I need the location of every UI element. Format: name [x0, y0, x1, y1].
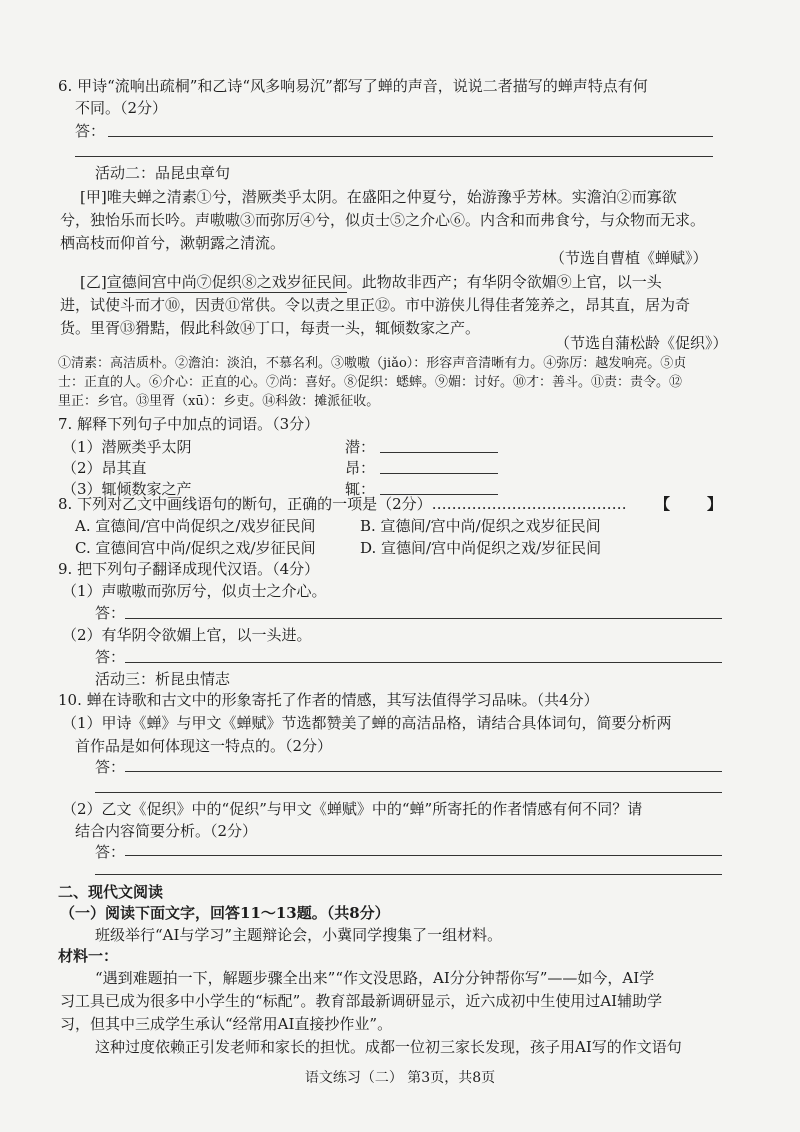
q10-part1-answer-line[interactable] — [125, 771, 722, 772]
q9-sentence1: （1）声嗷嗷而弥厉兮，似贞士之介心。 — [62, 582, 327, 600]
q7-item2-word: 昂： — [345, 459, 376, 477]
q9-sentence2: （2）有华阴令欲媚上官，以一头进。 — [62, 626, 312, 644]
notes-line2: 士：正直的人。⑥介心：正直的心。⑦尚：喜好。⑧促织：蟋蟀。⑨媚：讨好。⑩才：善斗。⑪责：责令。⑫ — [58, 375, 683, 390]
q6-answer-label: 答： — [75, 122, 106, 140]
text-yi-line1-rest: 。此物故非西产；有华阴令欲媚⑨上官，以一头 — [346, 273, 662, 291]
section2-intro: 班级举行“AI与学习”主题辩论会，小冀同学搜集了一组材料。 — [95, 926, 503, 944]
q10-part1-line2: 首作品是如何体现这一特点的。（2分） — [75, 737, 333, 755]
q7-item1-sentence: （1）潜厥类乎太阴 — [62, 438, 192, 456]
material1-line2: 习工具已成为很多中小学生的“标配”。教育部最新调研显示，近六成初中生使用过AI辅助学 — [60, 992, 663, 1010]
material1-line1: “遇到难题拍一下，解题步骤全出来”“作文没思路，AI分分钟帮你写”——如今，AI学 — [95, 969, 655, 987]
text-yi-source: （节选自蒲松龄《促织》） — [555, 334, 728, 352]
q9-answer2-label: 答： — [95, 648, 126, 666]
q9-answer2-line[interactable] — [125, 662, 722, 663]
q8-option-b: B. 宣德间/宫中尚/促织之戏岁征民间 — [360, 517, 601, 535]
page-footer: 语文练习（二） 第3页，共8页 — [304, 1070, 496, 1086]
q9-stem: 9. 把下列句子翻译成现代汉语。（4分） — [58, 560, 320, 578]
q6-answer-line[interactable] — [108, 136, 713, 137]
text-yi-underlined-sentence: 宣德间宫中尚⑦促织⑧之戏岁征民间 — [106, 273, 347, 291]
q8-option-a: A. 宣德间/宫中尚促织之/戏岁征民间 — [75, 517, 316, 535]
q8-bracket-close: 】 — [707, 495, 723, 513]
material1-line4: 这种过度依赖正引发老师和家长的担忧。成都一位初三家长发现，孩子用AI写的作文语句 — [95, 1038, 682, 1056]
q9-answer1-label: 答： — [95, 604, 126, 622]
activity2-title: 活动二：品昆虫章句 — [95, 164, 231, 182]
material1-label: 材料一： — [58, 947, 119, 965]
text-yi-line1 — [80, 272, 662, 293]
q10-part2-line1: （2）乙文《促织》中的“促织”与甲文《蝉赋》中的“蝉”所寄托的作者情感有何不同？请 — [62, 800, 643, 818]
text-yi-line3: 货。里胥⑬猾黠，假此科敛⑭丁口，每责一头，辄倾数家之产。 — [60, 319, 481, 337]
q10-part2-answer-line[interactable] — [125, 855, 722, 856]
q7-item2-answer-line[interactable] — [380, 473, 498, 474]
q7-stem: 7. 解释下列句子中加点的词语。（3分） — [58, 415, 320, 433]
q7-item3-sentence: （3）辄倾数家之产 — [62, 480, 192, 498]
text-jia-source: （节选自曹植《蝉赋》） — [550, 249, 708, 267]
material1-line3: 习，但其中三成学生承认“经常用AI直接抄作业”。 — [60, 1015, 393, 1033]
notes-line3: 里正：乡官。⑬里胥（xū）：乡吏。⑭科敛：摊派征收。 — [58, 394, 380, 409]
section2-subtitle: （一）阅读下面文字，回答11～13题。（共8分） — [60, 904, 390, 922]
section2-title: 二、现代文阅读 — [58, 883, 164, 901]
q10-part1-answer-line-2[interactable] — [95, 792, 722, 793]
q7-item1-answer-line[interactable] — [380, 452, 498, 453]
q6-stem-line2: 不同。（2分） — [75, 99, 168, 117]
q9-answer1-line[interactable] — [125, 618, 722, 619]
q6-stem-line1: 6. 甲诗“流响出疏桐”和乙诗“风多响易沉”都写了蝉的声音，说说二者描写的蝉声特点有何 — [58, 77, 648, 95]
text-jia-line2: 兮，独怡乐而长吟。声嗷嗷③而弥厉④兮，似贞士⑤之介心⑥。内含和而弗食兮，与众物而无求。 — [60, 211, 706, 229]
q8-bracket-open: 【 — [655, 495, 671, 513]
activity3-title: 活动三：析昆虫情志 — [95, 670, 231, 688]
q10-stem: 10. 蝉在诗歌和古文中的形象寄托了作者的情感，其写法值得学习品味。（共4分） — [58, 691, 599, 709]
q7-item1-word: 潜： — [345, 438, 376, 456]
q10-part2-answer-label: 答： — [95, 843, 126, 861]
notes-line1: ①清素：高洁质朴。②澹泊：淡泊，不慕名利。③嗷嗷（jiǎo）：形容声音清晰有力。④弥厉：越发响亮。⑤贞 — [58, 356, 687, 371]
text-yi-line2: 进，试使斗而才⑩，因责⑪常供。令以责之里正⑫。市中游侠儿得佳者笼养之，昂其直，居为奇 — [60, 296, 691, 314]
q10-part2-answer-line-2[interactable] — [95, 874, 722, 875]
text-jia-line1: [甲]唯夫蝉之清素①兮，潜厥类乎太阴。在盛阳之仲夏兮，始游豫乎芳林。实澹泊②而寡欲 — [80, 188, 677, 206]
q10-part2-line2: 结合内容简要分析。（2分） — [75, 822, 258, 840]
q7-item2-sentence: （2）昂其直 — [62, 459, 147, 477]
q6-answer-line-2[interactable] — [75, 156, 713, 157]
text-jia-line3: 栖高枝而仰首兮，漱朝露之清流。 — [60, 234, 286, 252]
q7-item3-word: 辄： — [345, 480, 376, 498]
q8-option-d: D. 宣德间/宫中尚促织之戏/岁征民间 — [360, 539, 602, 557]
text-yi-tag: [乙] — [80, 273, 107, 291]
q8-option-c: C. 宣德间宫中尚/促织之戏/岁征民间 — [75, 539, 316, 557]
q8-stem: 8. 下列对乙文中画线语句的断句，正确的一项是（2分）………………………………… — [58, 495, 627, 513]
q10-part1-answer-label: 答： — [95, 758, 126, 776]
q10-part1-line1: （1）甲诗《蝉》与甲文《蝉赋》节选都赞美了蝉的高洁品格，请结合具体词句，简要分析两 — [62, 714, 672, 732]
